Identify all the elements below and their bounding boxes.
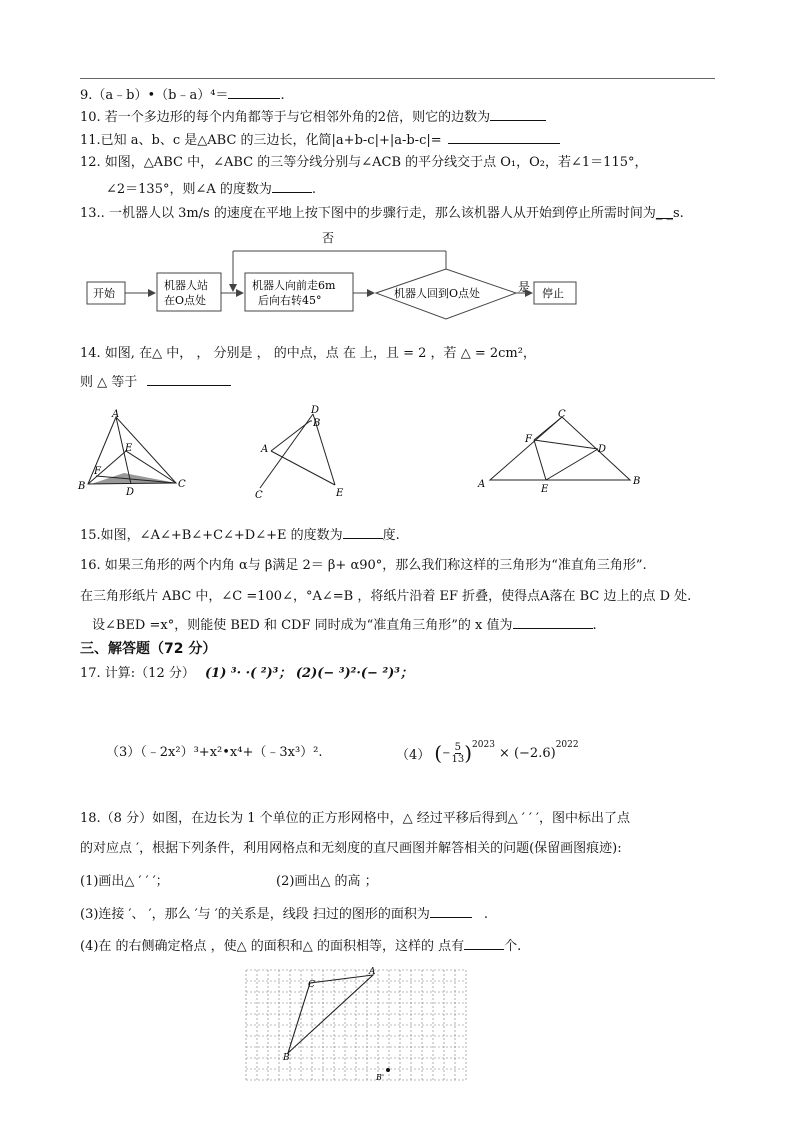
question-18-line1: 18.（8 分）如图，在边长为 1 个单位的正方形网格中，△ 经过平移后得到△ ′ ′ ′，图中标出了点	[80, 811, 630, 826]
fig1-label-e: E	[125, 443, 133, 454]
flow-start-text: 开始	[93, 287, 115, 300]
answer-blank[interactable]	[430, 905, 472, 918]
point-b-prime	[386, 1068, 390, 1072]
grid-label-c: C	[308, 980, 315, 990]
fig3-label-d: D	[598, 444, 607, 455]
fig3-label-e: E	[541, 484, 549, 495]
fig2-label-b: B	[313, 418, 321, 429]
question-18-part4: (4)在 的右侧确定格点 ，使△ 的面积和△ 的面积相等，这样的 点有 个.	[80, 939, 522, 954]
figure-triangle-abc-shaded	[76, 405, 186, 500]
flow-no-label: 否	[322, 231, 335, 245]
fig2-label-a: A	[261, 444, 269, 455]
fig2-label-e: E	[336, 488, 344, 499]
flow-stand-text-2: 在O点处	[164, 294, 207, 307]
answer-blank[interactable]	[513, 616, 593, 629]
question-12-line2: ∠2＝135°，则∠A 的度数为 .	[106, 182, 317, 197]
question-18-part2: (2)画出△ 的高 ；	[276, 874, 378, 889]
question-11: 11.已知 a、b、c 是△ABC 的三边长，化简|a+b-c|+|a-b-c|=	[80, 131, 560, 150]
answer-blank[interactable]: _ _	[655, 206, 673, 221]
question-16-line2: 在三角形纸片 ABC 中，∠C =100∠，°A∠=B ，将纸片沿着 EF 折叠，使得点A落在 BC 边上的点 D 处.	[80, 589, 692, 604]
fig2-label-d: D	[311, 405, 320, 416]
section-heading: 三、解答题（72 分）	[80, 641, 217, 657]
answer-blank[interactable]	[228, 86, 280, 99]
flow-walk-text-1: 机器人向前走6m	[252, 279, 336, 292]
question-16-line3: 设∠BED =x°，则能使 BED 和 CDF 同时成为“准直角三角形”的 x 值为 .	[92, 618, 597, 633]
fig1-label-f: F	[94, 466, 101, 477]
question-15: 15.如图，∠A∠+B∠+C∠+D∠+E 的度数为 度.	[80, 528, 400, 543]
answer-blank[interactable]	[464, 937, 504, 950]
figure-triangle-fold	[470, 405, 650, 495]
question-10: 10. 若一个多边形的每个内角都等于与它相邻外角的2倍，则它的边数为	[80, 108, 546, 127]
answer-blank[interactable]	[272, 180, 312, 193]
grid-label-b-prime: B'	[376, 1073, 385, 1082]
flow-stop-text: 停止	[542, 287, 564, 300]
figure-star-abcde	[255, 400, 355, 505]
fig3-label-b: B	[633, 476, 641, 487]
flow-yes-label: 是	[518, 280, 531, 294]
question-9: 9.（a﹣b）•（b﹣a）⁴＝ .	[80, 88, 285, 103]
fig2-label-c: C	[255, 490, 263, 501]
question-12-line1: 12. 如图，△ABC 中，∠ABC 的三等分线分别与∠ACB 的平分线交于点 O₁，O₂，若∠1＝115°，	[80, 155, 648, 170]
answer-blank[interactable]	[448, 131, 560, 144]
square-grid-figure	[240, 966, 472, 1088]
question-18-line2: 的对应点 ′，根据下列条件，利用网格点和无刻度的直尺画图并解答相关的问题(保留画图痕迹):	[80, 841, 622, 856]
question-14-line1: 14. 如图, 在△ 中， ， 分别是 ， 的中点，点 在 上，且 = 2 ，若 △ = 2cm²，	[80, 346, 536, 361]
question-18-part3: (3)连接 ′、 ′，那么 ′与 ′的关系是，线段 扫过的图形的面积为 .	[80, 907, 489, 922]
fig1-label-b: B	[78, 481, 86, 492]
fig3-label-c: C	[558, 409, 566, 420]
answer-blank[interactable]	[147, 373, 231, 386]
header-rule	[80, 78, 715, 79]
grid-label-a: A	[369, 967, 376, 977]
flow-stand-text-1: 机器人站	[164, 279, 208, 292]
question-18-part1: (1)画出△ ′ ′ ′；	[80, 874, 169, 889]
q17-part-3: （3）（﹣2x²）³+x²•x⁴+（﹣3x³）².	[106, 745, 323, 760]
flow-walk-text-2: 后向右转45°	[258, 294, 322, 307]
flowchart	[80, 225, 600, 325]
question-16-line1: 16. 如果三角形的两个内角 α与 β满足 2＝ β+ α90°，那么我们称这样的三角形为“准直角三角形”.	[80, 558, 647, 573]
answer-blank[interactable]	[343, 526, 383, 539]
question-14-line2: 则 △ 等于	[80, 373, 231, 392]
grid-label-b: B	[283, 1053, 290, 1063]
answer-blank[interactable]	[490, 108, 546, 121]
q17-parts-1-2: (1) ³· ·( ²)³； (2)(− ³)²·(− ²)³；	[205, 666, 413, 681]
fig1-label-c: C	[178, 479, 186, 490]
fig1-label-a: A	[112, 409, 120, 420]
fig3-label-f: F	[525, 434, 532, 445]
fig3-label-a: A	[478, 479, 486, 490]
flow-check-text: 机器人回到O点处	[394, 287, 481, 300]
q17-part-4: （4） ( − 5 13 ) $^{2023}$ × (−2.6) $^{2022}$	[396, 740, 579, 765]
question-17-header: 17. 计算:（12 分） (1) ³· ·( ²)³； (2)(− ³)²·(− ²)³；	[80, 666, 413, 681]
fig1-label-d: D	[126, 487, 135, 498]
question-13: 13.. 一机器人以 3m/s 的速度在平地上按下图中的步骤行走，那么该机器人从开始到停止所需时间为_ _s.	[80, 206, 684, 221]
